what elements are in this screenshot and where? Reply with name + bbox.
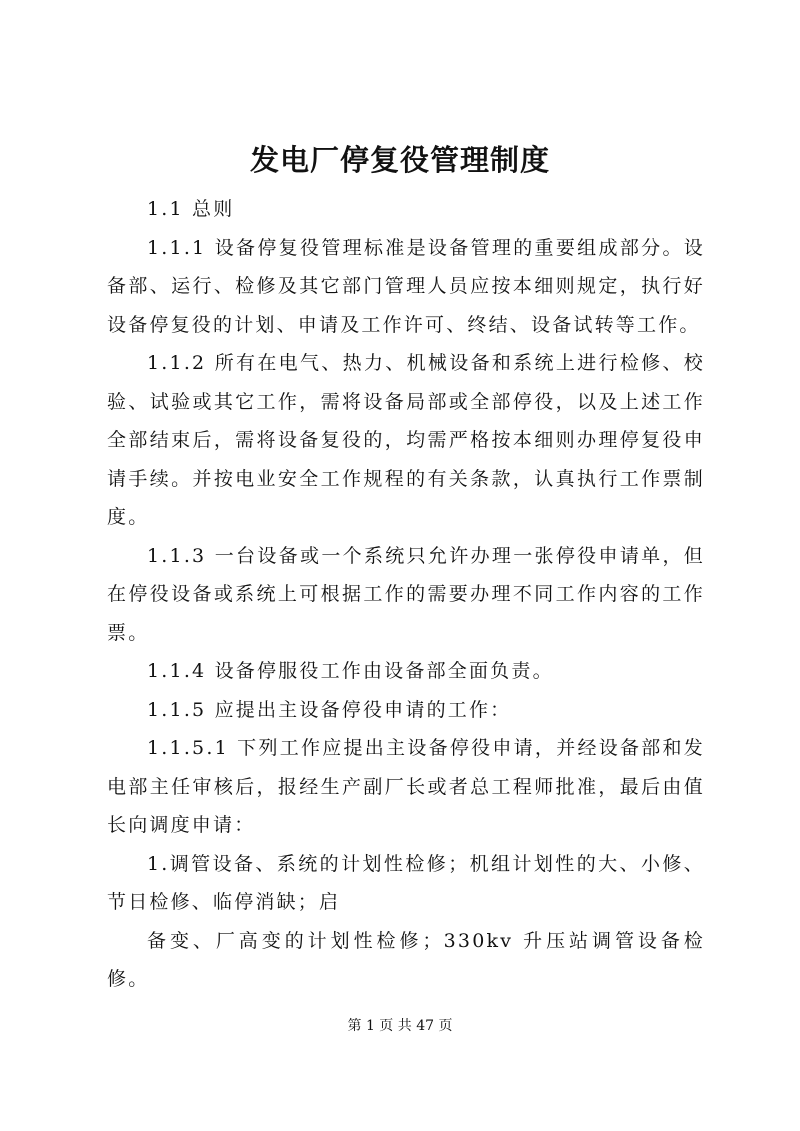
list-item-1-continued: 备变、厂高变的计划性检修；330kv 升压站调管设备检修。 bbox=[107, 929, 705, 990]
list-item-1: 1.调管设备、系统的计划性检修；机组计划性的大、小修、节日检修、临停消缺；启 bbox=[107, 852, 705, 913]
page-footer: 第 1 页 共 47 页 bbox=[347, 1018, 453, 1034]
document-body bbox=[107, 190, 705, 999]
paragraph-1-1-5-1: 1.1.5.1 下列工作应提出主设备停役申请，并经设备部和发电部主任审核后，报经生产副厂长或者总工程师批准，最后由值长向调度申请： bbox=[107, 737, 705, 836]
paragraph-1-1-5: 1.1.5 应提出主设备停役申请的工作： bbox=[147, 698, 512, 721]
paragraph-1-1-4: 1.1.4 设备停服役工作由设备部全面负责。 bbox=[147, 660, 554, 682]
paragraph-1-1-2: 1.1.2 所有在电气、热力、机械设备和系统上进行检修、校验、试验或其它工作，需将设备局部或全部停役，以及上述工作全部结束后，需将设备复役的，均需严格按本细则办理停复役申请手续。并按电业安全工作规程的有关条款，认真执行工作票制度。 bbox=[107, 352, 705, 528]
section-heading-general: 1.1 总则 bbox=[147, 198, 235, 220]
paragraph-1-1-1: 1.1.1 设备停复役管理标准是设备管理的重要组成部分。设备部、运行、检修及其它部门管理人员应按本细则规定，执行好设备停复役的计划、申请及工作许可、终结、设备试转等工作。 bbox=[107, 236, 705, 336]
paragraph-1-1-3: 1.1.3 一台设备或一个系统只允许办理一张停役申请单，但在停役设备或系统上可根据工作的需要办理不同工作内容的工作票。 bbox=[107, 544, 705, 644]
document-title: 发电厂停复役管理制度 bbox=[249, 143, 550, 177]
